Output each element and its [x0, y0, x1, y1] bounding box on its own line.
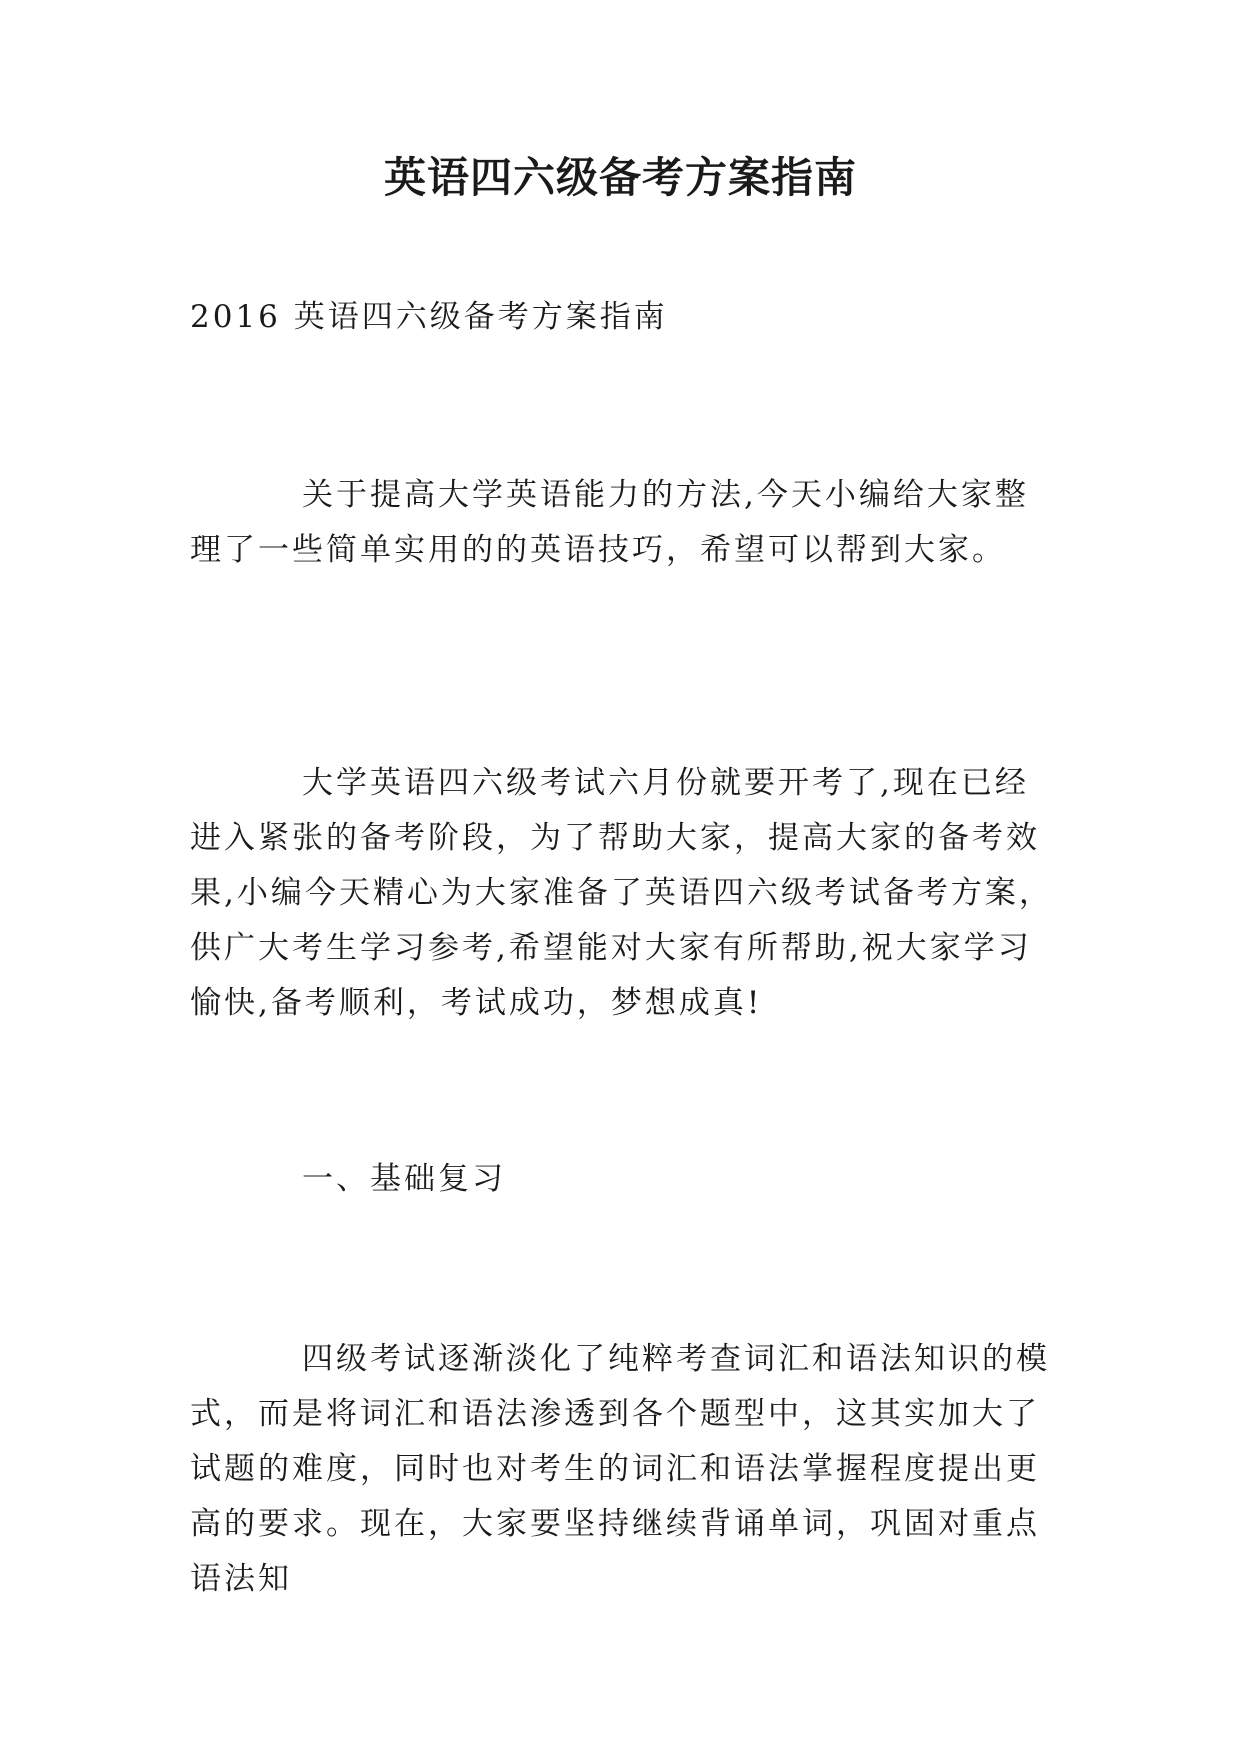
intro-paragraph: 关于提高大学英语能力的方法,今天小编给大家整理了一些简单实用的的英语技巧，希望可以帮到大家。 — [190, 477, 1029, 568]
document-title: 英语四六级备考方案指南 — [383, 153, 857, 202]
section-heading: 一、基础复习 — [302, 1161, 506, 1197]
body-paragraph: 大学英语四六级考试六月份就要开考了,现在已经进入紧张的备考阶段，为了帮助大家，提高大家的备考效果,小编今天精心为大家准备了英语四六级考试备考方案，供广大考生学习参考,希望能对大家有所帮助,祝大家学习愉快,备考顺利，考试成功，梦想成真! — [190, 765, 1053, 1021]
document-subtitle: 2016 英语四六级备考方案指南 — [190, 299, 668, 335]
section-paragraph: 四级考试逐渐淡化了纯粹考查词汇和语法知识的模式，而是将词汇和语法渗透到各个题型中，这其实加大了试题的难度，同时也对考生的词汇和语法掌握程度提出更高的要求。现在，大家要坚持继续背诵单词，巩固对重点语法知 — [190, 1341, 1050, 1597]
